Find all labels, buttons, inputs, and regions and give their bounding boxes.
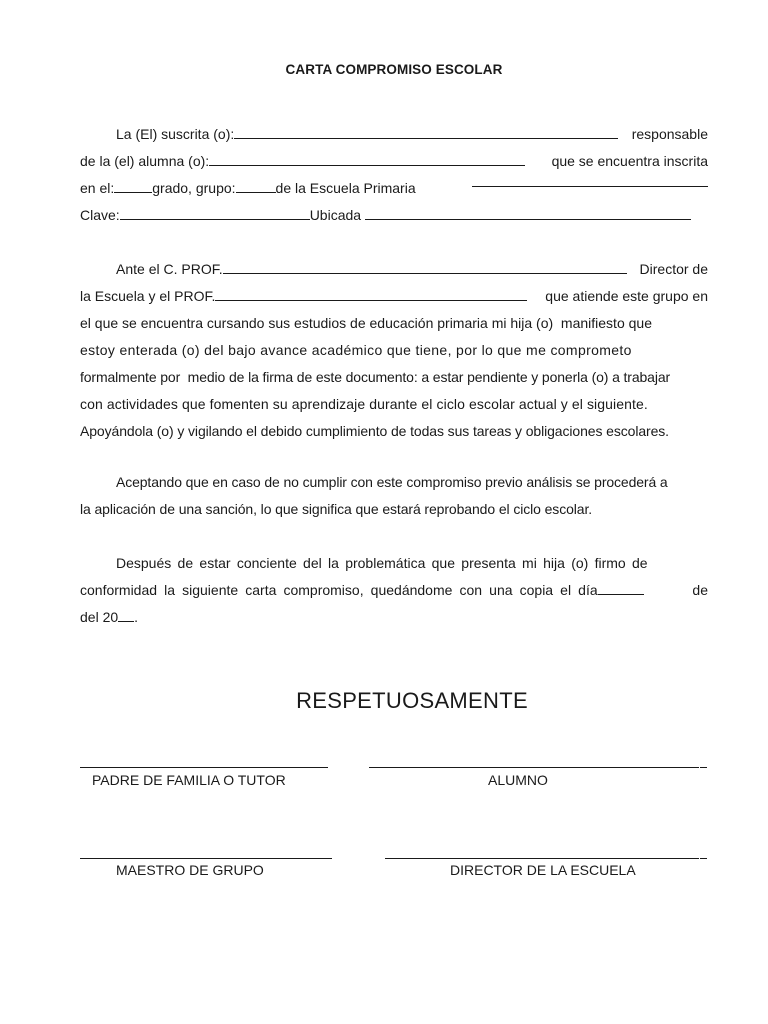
text-p2-l3: el que se encuentra cursando sus estudios de educación primaria mi hija (o) manifiesto que [80,315,652,331]
text-ante: Ante el C. PROF. [80,256,627,283]
blank-name[interactable] [234,127,618,139]
signature-label-teacher: MAESTRO DE GRUPO [116,862,264,878]
text-p3-l2: la aplicación de una sanción, lo que significa que estará reprobando el ciclo escolar. [80,501,593,517]
text-p4-l1: Después de estar conciente del la problemática que presenta mi hija (o) firmo de [116,555,648,571]
text-director-de: Director de [639,261,708,277]
signature-line-parent[interactable] [80,767,328,768]
signature-label-director: DIRECTOR DE LA ESCUELA [450,862,636,878]
paragraph-agreement [80,550,708,631]
blank-year[interactable] [118,610,134,622]
document-title: CARTA COMPROMISO ESCOLAR [285,62,503,77]
text-grado: en el: grado, grupo: de la Escuela Primaria [80,180,416,196]
text-clave: Clave: [80,207,120,223]
blank-clave[interactable] [120,208,310,220]
signature-label-parent: PADRE DE FAMILIA O TUTOR [92,772,286,788]
text-ubicada: Ubicada [309,207,362,223]
text-p2-l5: formalmente por medio de la firma de este documento: a estar pendiente y ponerla (o) a trabajar [80,369,671,385]
text-alumna: de la (el) alumna (o): [80,148,525,175]
signature-line-director[interactable] [385,858,699,859]
closing-heading: RESPETUOSAMENTE [296,688,528,713]
text-responsable: responsable [631,126,708,142]
text-escuela-prof: la Escuela y el PROF. [80,283,527,310]
text-p2-l7: Apoyándola (o) y vigilando el debido cumplimiento de todas sus tareas y obligaciones escolares. [80,423,669,439]
blank-grade[interactable] [114,181,152,193]
blank-group[interactable] [236,181,276,193]
paragraph-commitment [80,256,708,445]
paragraph-sanction [80,469,708,523]
paragraph-intro [80,121,708,229]
signature-tick [700,767,707,768]
blank-student-name[interactable] [209,154,525,166]
signature-label-student: ALUMNO [488,772,548,788]
text-suscrita: La (El) suscrita (o): [80,121,618,148]
text-conformidad: conformidad la siguiente carta compromiso, quedándome con una copia el día [80,577,644,604]
signature-line-teacher[interactable] [80,858,332,859]
blank-teacher-prof[interactable] [215,289,527,301]
text-year: del 20 . [80,609,139,625]
signature-tick [700,858,707,859]
text-de: de [692,582,708,598]
text-p2-l4: estoy enterada (o) del bajo avance académico que tiene, por lo que me comprometo [80,342,632,358]
signature-line-student[interactable] [369,767,699,768]
blank-day[interactable] [598,583,644,595]
text-atiende: que atiende este grupo en [545,288,708,304]
text-p3-l1: Aceptando que en caso de no cumplir con este compromiso previo análisis se procederá a [116,474,668,490]
text-p2-l6: con actividades que fomenten su aprendizaje durante el ciclo escolar actual y el siguiente. [80,396,648,412]
text-inscrita: que se encuentra inscrita [551,153,708,169]
blank-school[interactable] [472,175,708,187]
blank-location[interactable] [365,208,691,220]
blank-teacher-c[interactable] [223,262,627,274]
